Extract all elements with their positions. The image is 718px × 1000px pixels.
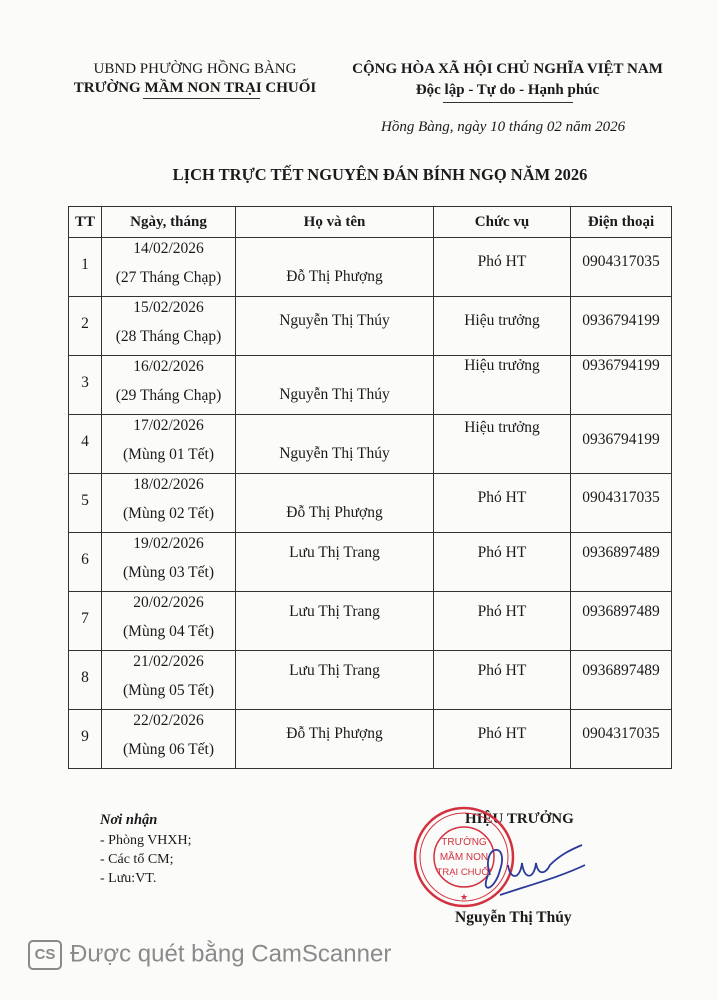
date-cell: 18/02/2026: [133, 476, 204, 493]
duty-schedule-table: [68, 206, 672, 769]
camscanner-text: Được quét bằng CamScanner: [70, 940, 392, 968]
date-cell: 19/02/2026: [133, 535, 204, 552]
lunar-date-cell: (27 Tháng Chạp): [115, 269, 222, 286]
lunar-date-cell: (Mùng 03 Tết): [123, 564, 214, 581]
cell-date: [102, 651, 236, 710]
cell-phone: [571, 297, 672, 356]
column-header: Họ và tên: [236, 207, 434, 238]
cell-position: [434, 238, 571, 297]
cell-phone: [571, 710, 672, 769]
lunar-date-cell: (Mùng 05 Tết): [123, 682, 214, 699]
row-number: 8: [81, 669, 89, 686]
name-cell: Nguyễn Thị Thúy: [279, 386, 390, 403]
row-number: 7: [81, 610, 89, 627]
cell-date: [102, 592, 236, 651]
stamp-line3: TRẠI CHUỐI: [436, 867, 492, 878]
table-row: [69, 297, 672, 356]
recipient-item: - Các tổ CM;: [100, 852, 174, 867]
phone-cell: 0936794199: [582, 312, 660, 329]
date-cell: 14/02/2026: [133, 240, 204, 257]
cell-date: [102, 533, 236, 592]
phone-cell: 0936897489: [582, 544, 660, 561]
cell-tt: [69, 474, 102, 533]
name-cell: Lưu Thị Trang: [289, 662, 380, 679]
date-cell: 21/02/2026: [133, 653, 204, 670]
cell-position: [434, 474, 571, 533]
table-row: [69, 592, 672, 651]
stamp-line1: TRƯỜNG: [441, 837, 487, 848]
recipients-label: Nơi nhận: [100, 812, 158, 828]
column-header: Điện thoại: [571, 207, 672, 238]
cell-phone: [571, 533, 672, 592]
cell-date: [102, 474, 236, 533]
phone-cell: 0936897489: [582, 603, 660, 620]
recipient-item: - Phòng VHXH;: [100, 833, 192, 848]
cell-position: [434, 710, 571, 769]
cell-date: [102, 238, 236, 297]
column-header: TT: [69, 207, 102, 238]
header-right-underline: [443, 102, 573, 103]
position-cell: Hiệu trưởng: [464, 419, 540, 436]
recipient-item: - Lưu:VT.: [100, 871, 157, 886]
cell-phone: [571, 592, 672, 651]
position-cell: Phó HT: [477, 725, 527, 742]
cell-phone: [571, 238, 672, 297]
signer-name: Nguyễn Thị Thúy: [455, 909, 572, 926]
cell-name: [236, 474, 434, 533]
name-cell: Nguyễn Thị Thúy: [279, 312, 390, 329]
row-number: 9: [81, 728, 89, 745]
date-cell: 16/02/2026: [133, 358, 204, 375]
table-row: [69, 415, 672, 474]
signature-scribble: [470, 835, 590, 905]
date-cell: 15/02/2026: [133, 299, 204, 316]
phone-cell: 0904317035: [582, 489, 660, 506]
table-row: [69, 238, 672, 297]
row-number: 1: [81, 256, 89, 273]
position-cell: Phó HT: [477, 489, 527, 506]
camscanner-logo-icon: CS: [28, 940, 62, 970]
lunar-date-cell: (Mùng 04 Tết): [123, 623, 214, 640]
lunar-date-cell: (28 Tháng Chạp): [115, 328, 222, 345]
row-number: 3: [81, 374, 89, 391]
cell-tt: [69, 710, 102, 769]
position-cell: Phó HT: [477, 603, 527, 620]
name-cell: Đỗ Thị Phượng: [286, 504, 383, 521]
position-cell: Hiệu trưởng: [464, 312, 540, 329]
row-number: 2: [81, 315, 89, 332]
position-cell: Phó HT: [477, 544, 527, 561]
phone-cell: 0904317035: [582, 253, 660, 270]
cell-name: [236, 592, 434, 651]
cell-tt: [69, 415, 102, 474]
cell-name: [236, 533, 434, 592]
header-left-line1: UBND PHƯỜNG HỒNG BÀNG: [93, 61, 297, 77]
column-header: Ngày, tháng: [102, 207, 236, 238]
phone-cell: 0936794199: [582, 431, 660, 448]
cell-phone: [571, 356, 672, 415]
cell-name: [236, 415, 434, 474]
cell-name: [236, 356, 434, 415]
cell-name: [236, 651, 434, 710]
camscanner-watermark: [28, 940, 391, 970]
cell-date: [102, 297, 236, 356]
date-line: Hồng Bàng, ngày 10 tháng 02 năm 2026: [381, 119, 626, 135]
cell-position: [434, 415, 571, 474]
cell-date: [102, 356, 236, 415]
cell-name: [236, 238, 434, 297]
header-right-line2: Độc lập - Tự do - Hạnh phúc: [415, 82, 600, 98]
phone-cell: 0936794199: [582, 357, 660, 374]
cell-date: [102, 415, 236, 474]
date-cell: 22/02/2026: [133, 712, 204, 729]
cell-tt: [69, 238, 102, 297]
name-cell: Đỗ Thị Phượng: [286, 268, 383, 285]
date-cell: 17/02/2026: [133, 417, 204, 434]
header-left-underline: [143, 98, 260, 99]
cell-name: [236, 297, 434, 356]
name-cell: Đỗ Thị Phượng: [286, 725, 383, 742]
cell-position: [434, 356, 571, 415]
lunar-date-cell: (Mùng 06 Tết): [123, 741, 214, 758]
cell-tt: [69, 651, 102, 710]
cell-tt: [69, 533, 102, 592]
cell-position: [434, 651, 571, 710]
name-cell: Nguyễn Thị Thúy: [279, 445, 390, 462]
position-cell: Phó HT: [477, 662, 527, 679]
cell-position: [434, 533, 571, 592]
cell-tt: [69, 592, 102, 651]
stamp-star-icon: ★: [459, 892, 469, 902]
name-cell: Lưu Thị Trang: [289, 603, 380, 620]
table-row: [69, 474, 672, 533]
table-row: [69, 356, 672, 415]
lunar-date-cell: (Mùng 01 Tết): [123, 446, 214, 463]
row-number: 4: [81, 433, 89, 450]
cell-tt: [69, 356, 102, 415]
table-row: [69, 651, 672, 710]
lunar-date-cell: (29 Tháng Chạp): [115, 387, 222, 404]
cell-position: [434, 592, 571, 651]
position-cell: Phó HT: [477, 253, 527, 270]
cell-name: [236, 710, 434, 769]
stamp-line2: MẦM NON: [439, 852, 489, 863]
cell-position: [434, 297, 571, 356]
header-right-line1: CỘNG HÒA XÃ HỘI CHỦ NGHĨA VIỆT NAM: [352, 61, 663, 77]
cell-tt: [69, 297, 102, 356]
phone-cell: 0904317035: [582, 725, 660, 742]
document-title: LỊCH TRỰC TẾT NGUYÊN ĐÁN BÍNH NGỌ NĂM 2026: [172, 165, 588, 184]
name-cell: Lưu Thị Trang: [289, 544, 380, 561]
cell-phone: [571, 474, 672, 533]
row-number: 5: [81, 492, 89, 509]
row-number: 6: [81, 551, 89, 568]
phone-cell: 0936897489: [582, 662, 660, 679]
date-cell: 20/02/2026: [133, 594, 204, 611]
cell-phone: [571, 415, 672, 474]
lunar-date-cell: (Mùng 02 Tết): [123, 505, 214, 522]
position-cell: Hiệu trưởng: [464, 357, 540, 374]
header-left-line2: TRƯỜNG MẦM NON TRẠI CHUỐI: [73, 80, 317, 96]
cell-phone: [571, 651, 672, 710]
cell-date: [102, 710, 236, 769]
table-row: [69, 533, 672, 592]
signature-title: HIỆU TRƯỞNG: [465, 811, 574, 827]
column-header: Chức vụ: [434, 207, 571, 238]
table-row: [69, 710, 672, 769]
